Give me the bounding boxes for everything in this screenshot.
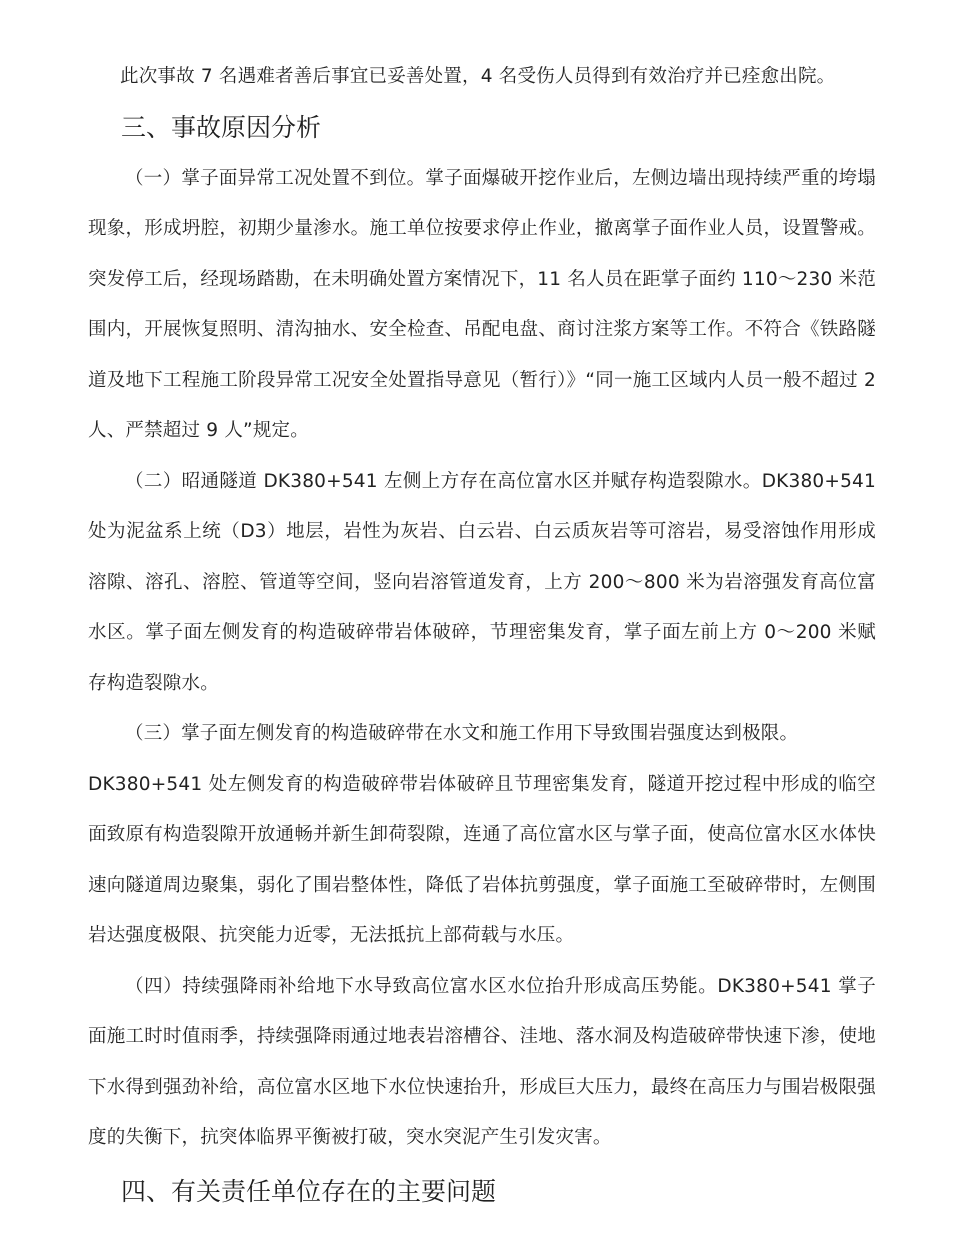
section-4-heading: 四、有关责任单位存在的主要问题 [121,1176,497,1206]
cause-paragraph-2: （二）昭通隧道 DK380+541 左侧上方存在高位富水区并赋存构造裂隙水。DK380+541 处为泥盆系上统（D3）地层，岩性为灰岩、白云岩、白云质灰岩等可溶岩，易受溶蚀作用形成溶隙、溶孔、溶腔、管道等空间，竖向岩溶管道发育，上方 200～800 米为岩溶强发育高位富水区。掌子面左侧发育的构造破碎带岩体破碎，节理密集发育，掌子面左前上方 0～200 米赋存构造裂隙水。 [88,470,876,694]
cause-paragraph-4: （四）持续强降雨补给地下水导致高位富水区水位抬升形成高压势能。DK380+541 掌子面施工时时值雨季，持续强降雨通过地表岩溶槽谷、洼地、落水洞及构造破碎带快速下渗，使地下水得到强劲补给，高位富水区地下水位快速抬升，形成巨大压力，最终在高压力与围岩极限强度的失衡下，抗突体临界平衡被打破，突水突泥产生引发灾害。 [88,975,876,1148]
cause-paragraph-1: （一）掌子面异常工况处置不到位。掌子面爆破开挖作业后，左侧边墙出现持续严重的垮塌现象，形成坍腔，初期少量渗水。施工单位按要求停止作业，撤离掌子面作业人员，设置警戒。突发停工后，经现场踏勘，在未明确处置方案情况下，11 名人员在距掌子面约 110～230 米范围内，开展恢复照明、清沟抽水、安全检查、吊配电盘、商讨注浆方案等工作。不符合《铁路隧道及地下工程施工阶段异常工况安全处置指导意见（暂行）》“同一施工区域内人员一般不超过 2 人、严禁超过 9 人”规定。 [88,167,876,441]
cause-paragraph-3-body: DK380+541 处左侧发育的构造破碎带岩体破碎且节理密集发育，隧道开挖过程中形成的临空面致原有构造裂隙开放通畅并新生卸荷裂隙，连通了高位富水区与掌子面，使高位富水区水体快速向隧道周边聚集，弱化了围岩整体性，降低了岩体抗剪强度，掌子面施工至破碎带时，左侧围岩达强度极限、抗突能力近零，无法抵抗上部荷载与水压。 [88,773,876,946]
intro-paragraph: 此次事故 7 名遇难者善后事宜已妥善处置，4 名受伤人员得到有效治疗并已痊愈出院。 [120,66,836,87]
cause-paragraph-3-lead: （三）掌子面左侧发育的构造破碎带在水文和施工作用下导致围岩强度达到极限。 [125,723,799,744]
section-3-heading: 三、事故原因分析 [121,112,322,142]
